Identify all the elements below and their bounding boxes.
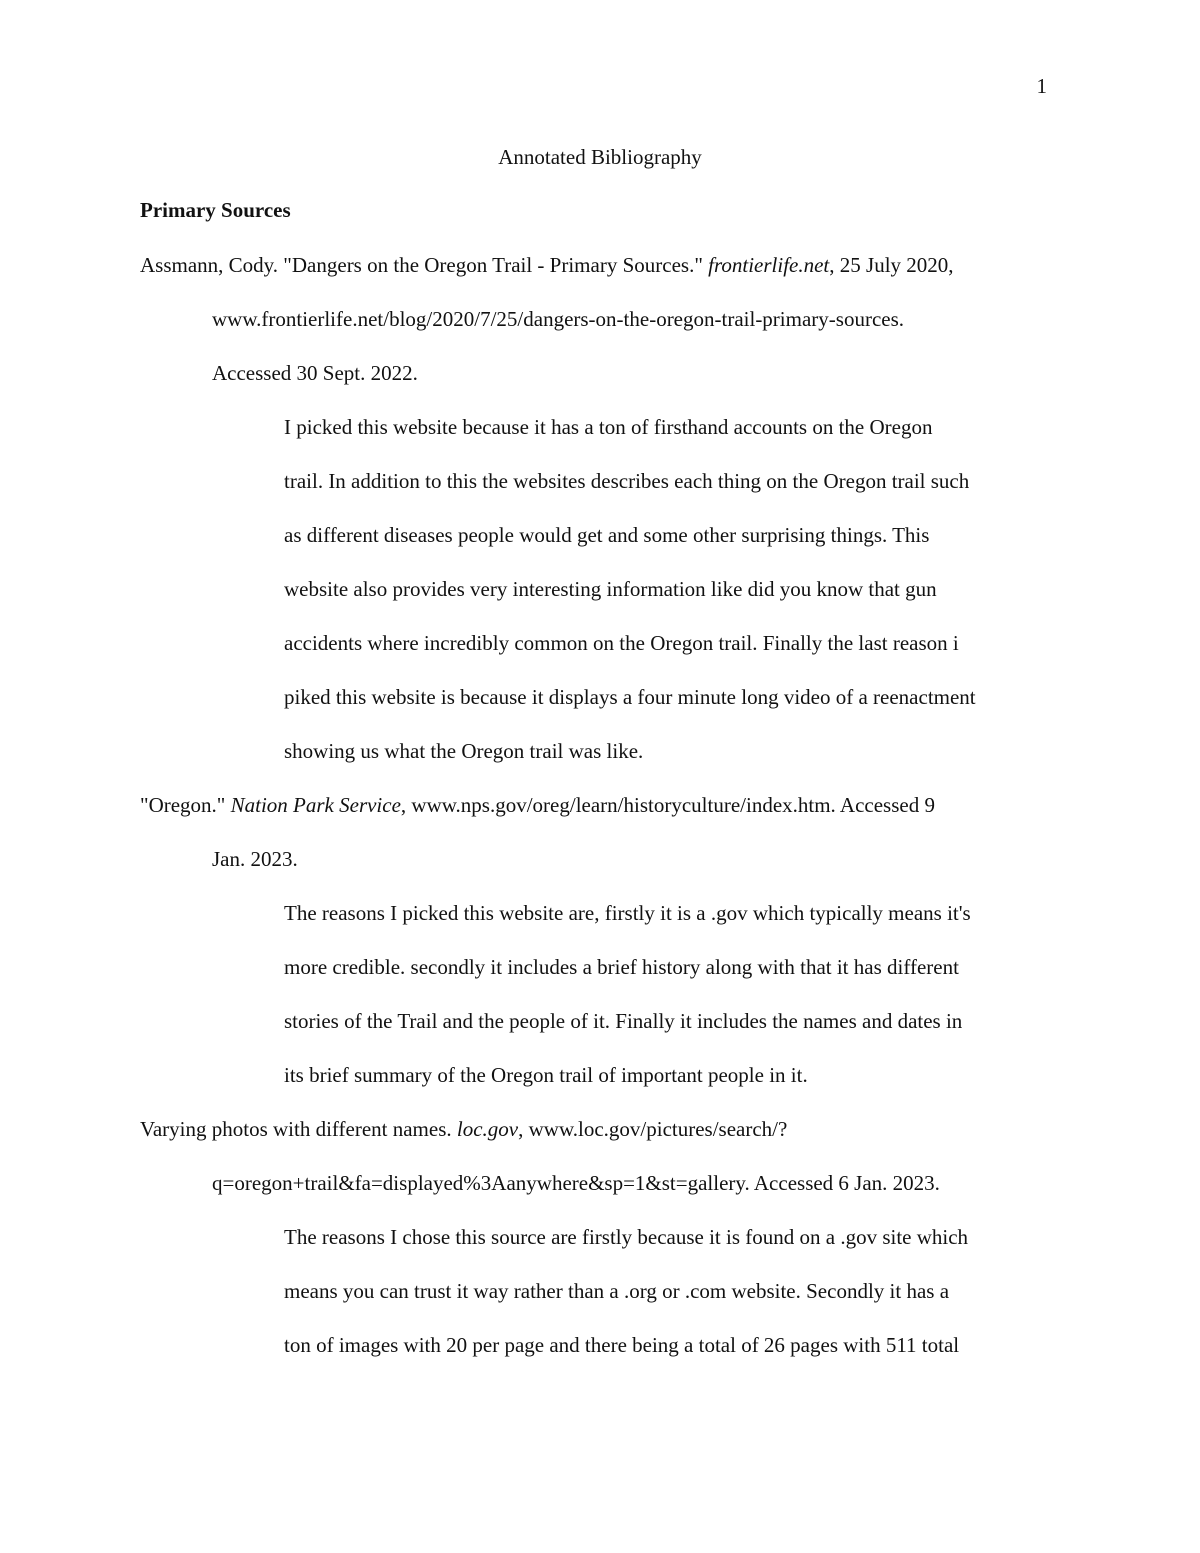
annotation-line: I picked this website because it has a ton of firsthand accounts on the Oregon	[284, 415, 933, 439]
annotation-line: stories of the Trail and the people of it. Finally it includes the names and dates in	[284, 1009, 963, 1033]
annotation-line: website also provides very interesting information like did you know that gun	[284, 577, 937, 601]
citation-line: q=oregon+trail&fa=displayed%3Aanywhere&sp=1&st=gallery. Accessed 6 Jan. 2023.	[212, 1171, 940, 1195]
annotation-line: its brief summary of the Oregon trail of important people in it.	[284, 1063, 808, 1087]
citation-line: Assmann, Cody. "Dangers on the Oregon Trail - Primary Sources." frontierlife.net, 25 July 2020,	[140, 253, 954, 277]
annotation-line: more credible. secondly it includes a brief history along with that it has different	[284, 955, 959, 979]
citation-line: Accessed 30 Sept. 2022.	[212, 361, 418, 385]
annotation-line: ton of images with 20 per page and there being a total of 26 pages with 511 total	[284, 1333, 960, 1357]
citation-line: "Oregon." Nation Park Service, www.nps.gov/oreg/learn/historyculture/index.htm. Accessed 9	[140, 793, 935, 817]
annotation-line: as different diseases people would get and some other surprising things. This	[284, 523, 930, 547]
section-heading: Primary Sources	[140, 198, 291, 222]
annotation-line: means you can trust it way rather than a .org or .com website. Secondly it has a	[284, 1279, 950, 1303]
annotation-line: accidents where incredibly common on the Oregon trail. Finally the last reason i	[284, 631, 959, 655]
document-title: Annotated Bibliography	[498, 145, 702, 169]
page-number: 1	[1036, 74, 1047, 98]
citation-line: Jan. 2023.	[212, 847, 298, 871]
annotation-line: showing us what the Oregon trail was like.	[284, 739, 644, 763]
annotation-line: The reasons I picked this website are, firstly it is a .gov which typically means it's	[284, 901, 971, 925]
citation-line: www.frontierlife.net/blog/2020/7/25/dangers-on-the-oregon-trail-primary-sources.	[212, 307, 905, 331]
annotation-line: trail. In addition to this the websites describes each thing on the Oregon trail such	[284, 469, 970, 493]
annotation-line: piked this website is because it displays a four minute long video of a reenactment	[284, 685, 976, 709]
citation-line: Varying photos with different names. loc.gov, www.loc.gov/pictures/search/?	[140, 1117, 788, 1141]
annotation-line: The reasons I chose this source are firstly because it is found on a .gov site which	[284, 1225, 969, 1249]
